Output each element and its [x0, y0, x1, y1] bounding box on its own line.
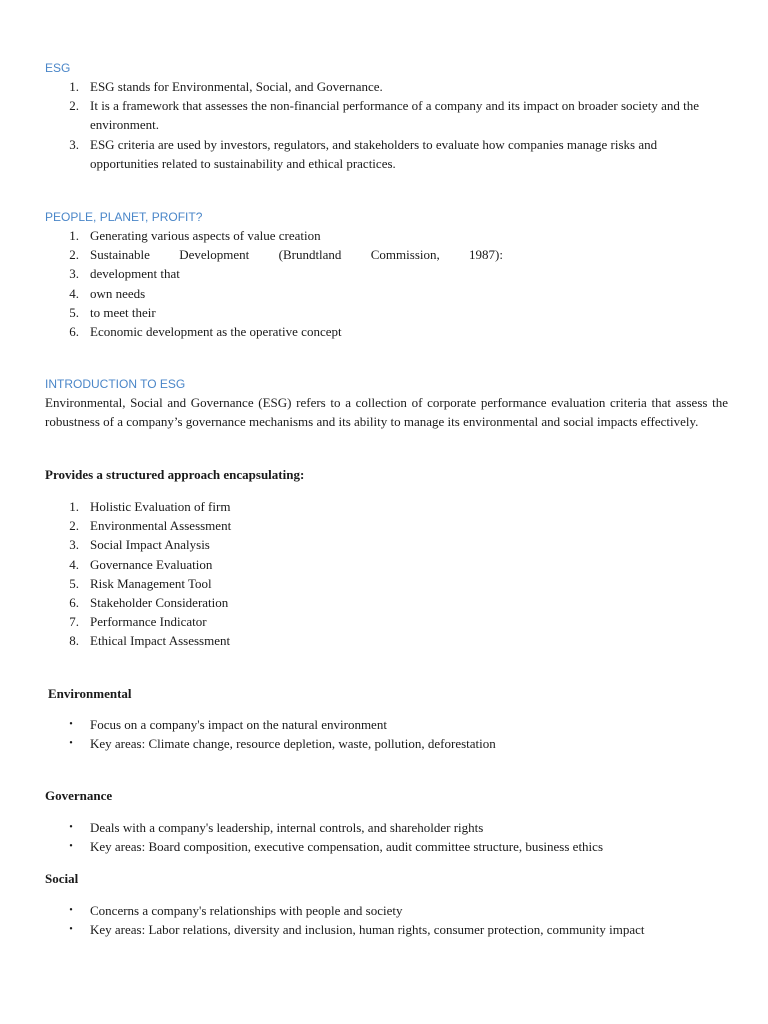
list-item: 2. It is a framework that assesses the non-financial performance of a company and its impact on broader society and the environment. [69, 98, 699, 133]
list-item: 2. Environmental Assessment [69, 518, 232, 534]
list-item: • Focus on a company's impact on the natural environment [69, 717, 387, 732]
list-item: 3. development that [69, 266, 180, 282]
list-item: 4. Governance Evaluation [69, 556, 213, 572]
esg-heading: ESG [45, 61, 71, 75]
intro-list-section [45, 497, 728, 651]
list-item: 3. ESG criteria are used by investors, regulators, and stakeholders to evaluate how companies manage risks and opportunities related to sustainability and ethical practices. [69, 136, 658, 171]
environmental-heading: Environmental [48, 686, 132, 701]
list-item: • Key areas: Climate change, resource depletion, waste, pollution, deforestation [69, 736, 496, 752]
social-section [45, 901, 728, 939]
governance-heading: Governance [45, 788, 113, 803]
list-item: 4. own needs [69, 285, 146, 301]
ppp-section [45, 208, 728, 341]
ppp-list [45, 226, 728, 341]
governance-section [45, 818, 728, 856]
list-item: 1. Generating various aspects of value creation [69, 228, 321, 243]
list-item: 3. Social Impact Analysis [69, 537, 210, 553]
list-item: 1. Holistic Evaluation of firm [69, 499, 231, 514]
intro-subheading: Provides a structured approach encapsulating: [45, 467, 305, 482]
esg-section [45, 59, 728, 173]
esg-list [45, 77, 728, 173]
governance-list [45, 818, 728, 856]
list-item: • Concerns a company's relationships with people and society [69, 903, 403, 918]
list-item: 8. Ethical Impact Assessment [69, 633, 231, 649]
list-item: 5. to meet their [69, 304, 156, 320]
social-heading: Social [45, 871, 79, 886]
environmental-section [45, 715, 728, 753]
list-item: 5. Risk Management Tool [69, 575, 212, 591]
list-item: • Key areas: Labor relations, diversity and inclusion, human rights, consumer protection, community impact [69, 922, 645, 938]
intro-paragraph: Environmental, Social and Governance (ESG) refers to a collection of corporate performance evaluation criteria that assess the robustness of a company’s governance mechanisms and its ability to manage its environmental and social impacts effectively. [45, 395, 728, 430]
list-item: 6. Stakeholder Consideration [69, 595, 229, 611]
intro-list [45, 497, 728, 651]
list-item: 6. Economic development as the operative concept [69, 324, 342, 340]
list-item: • Deals with a company's leadership, internal controls, and shareholder rights [69, 820, 484, 835]
list-item: 1. ESG stands for Environmental, Social, and Governance. [69, 79, 383, 94]
list-item: 7. Performance Indicator [69, 614, 207, 630]
environmental-list [45, 715, 728, 753]
intro-section [45, 375, 728, 431]
list-item: • Key areas: Board composition, executive compensation, audit committee structure, business ethics [69, 839, 603, 855]
list-item: 2. Sustainable Development (Brundtland Commission, 1987): [69, 247, 503, 263]
social-list [45, 901, 728, 939]
intro-heading: INTRODUCTION TO ESG [45, 377, 186, 391]
ppp-heading: PEOPLE, PLANET, PROFIT? [45, 210, 203, 224]
